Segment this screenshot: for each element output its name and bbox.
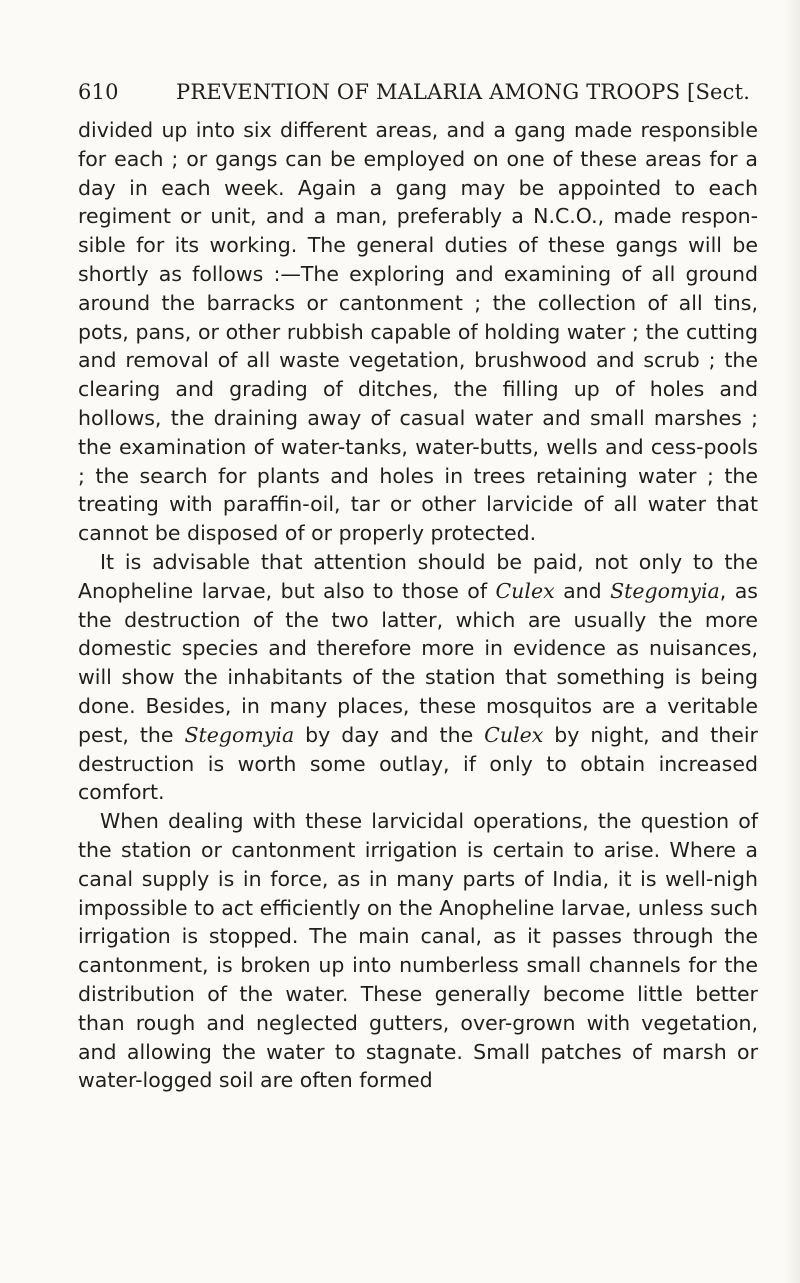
genus-name-culex: Culex [495,578,555,603]
paragraph-3 [78,807,758,1095]
paragraph-text: and [554,578,611,603]
page-number: 610 [78,80,119,104]
paragraph-text: divided up into six different areas, and a gang made responsible for each ; or gangs can be employed on one of these areas for a day in each week. Again a gang may be appointed to each regiment or unit, and a man, preferably a N.C.O., made respon-sible for its working. The general duties of these gangs will be shortly as follows :—The exploring and examining of all ground around the barracks or cantonment ; the collection of all tins, pots, pans, or other rubbish capable of holding water ; the cutting and removal of all waste vegetation, brushwood and scrub ; the clearing and grading of ditches, the filling up of holes and hollows, the draining away of casual water and small marshes ; the examination of water-tanks, water-butts, wells and cess-pools ; the search for plants and holes in trees retaining water ; the treating with paraffin-oil, tar or other larvicide of all water that cannot be disposed of or properly protected. [78,118,758,546]
paragraph-text: by night, and their destruction is worth some outlay, if only to obtain increased comfort. [78,722,758,805]
paragraph-2 [78,548,758,807]
running-title: PREVENTION OF MALARIA AMONG TROOPS [Sect. [176,80,751,104]
paragraph-text: , as the destruction of the two latter, which are usually the more domestic species and therefore more in evidence as nuisances, will show the inhabitants of the station that something is being done. Besides, in many places, these mosquitos are a veritable pest, the [78,578,758,747]
genus-name-stegomyia: Stegomyia [184,722,295,747]
page-edge-shadow [784,0,800,1283]
paragraph-text: It is advisable that attention should be paid, not only to the Anopheline larvae, but also to those of [78,549,758,603]
genus-name-stegomyia: Stegomyia [610,578,720,603]
paragraph-text: by day and the [294,722,485,747]
paragraph-text: When dealing with these larvicidal operations, the question of the station or cantonment irrigation is certain to arise. Where a canal supply is in force, as in many parts of India, it is well-nigh impossible to act efficiently on the Anopheline larvae, unless such irrigation is stopped. The main canal, as it passes through the cantonment, is broken up into numberless small channels for the distribution of the water. These generally become little better than rough and neglected gutters, over-grown with vegetation, and allowing the water to stagnate. Small patches of marsh or water-logged soil are often formed [78,809,759,1093]
genus-name-culex: Culex [484,722,544,747]
body-text [78,116,758,1095]
paragraph-1 [78,116,758,548]
